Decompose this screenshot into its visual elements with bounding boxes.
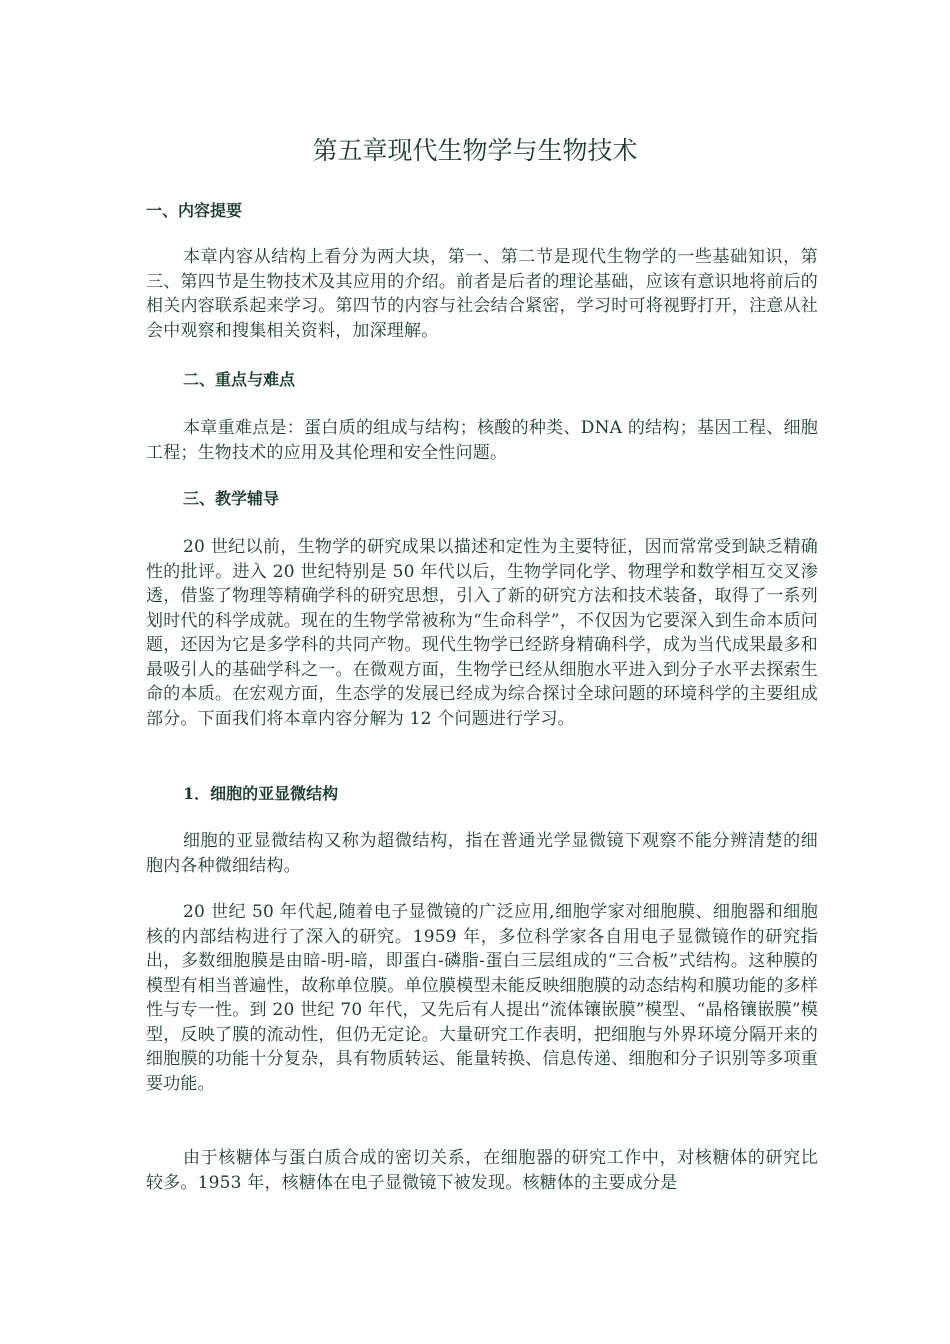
subsection-paragraph-2: 20 世纪 50 年代起,随着电子显微镜的广泛应用,细胞学家对细胞膜、细胞器和细胞核的内部结构进行了深入的研究。1959 年，多位科学家各自用电子显微镜作的研究指出，多数细胞膜是由暗-明-暗，即蛋白-磷脂-蛋白三层组成的“三合板”式结构。这种膜的模型有相当普遍性，故称单位膜。单位膜模型未能反映细胞膜的动态结构和膜功能的多样性与专一性。到 20 世纪 70 年代，又先后有人提出“流体镶嵌膜”模型、“晶格镶嵌膜”模型，反映了膜的流动性，但仍无定论。大量研究工作表明，把细胞与外界环境分隔开来的细胞膜的功能十分复杂，具有物质转运、能量转换、信息传递、细胞和分子识别等多项重要功能。 <box>146 902 818 1094</box>
section-paragraph-key-points: 本章重难点是：蛋白质的组成与结构；核酸的种类、DNA 的结构；基因工程、细胞工程；生物技术的应用及其伦理和安全性问题。 <box>146 418 818 463</box>
section-paragraph-teaching-guide: 20 世纪以前，生物学的研究成果以描述和定性为主要特征，因而常常受到缺乏精确性的批评。进入 20 世纪特别是 50 年代以后，生物学同化学、物理学和数学相互交叉渗透，借鉴了物理等精确学科的研究思想，引入了新的研究方法和技术装备，取得了一系列划时代的科学成就。现在的生物学常被称为“生命科学”，不仅因为它要深入到生命本质问题，还因为它是多学科的共同产物。现代生物学已经跻身精确科学，成为当代成果最多和最吸引人的基础学科之一。在微观方面，生物学已经从细胞水平进入到分子水平去探索生命的本质。在宏观方面，生态学的发展已经成为综合探讨全球问题的环境科学的主要组成部分。下面我们将本章内容分解为 12 个问题进行学习。 <box>146 537 818 729</box>
subsection-paragraph-3: 由于核糖体与蛋白质合成的密切关系，在细胞器的研究工作中，对核糖体的研究比较多。1953 年，核糖体在电子显微镜下被发现。核糖体的主要成分是 <box>146 1148 818 1193</box>
chapter-title: 第五章现代生物学与生物技术 <box>312 136 638 165</box>
section-paragraph-summary: 本章内容从结构上看分为两大块，第一、第二节是现代生物学的一些基础知识，第三、第四节是生物技术及其应用的介绍。前者是后者的理论基础，应该有意识地将前后的相关内容联系起来学习。第四节的内容与社会结合紧密，学习时可将视野打开，注意从社会中观察和搜集相关资料，加深理解。 <box>146 247 818 341</box>
section-heading-summary: 一、内容提要 <box>146 201 243 220</box>
section-heading-key-points: 二、重点与难点 <box>183 370 296 389</box>
subsection-heading-cell-ultrastructure: 1．细胞的亚显微结构 <box>183 784 339 803</box>
section-heading-teaching-guide: 三、教学辅导 <box>183 489 280 508</box>
subsection-paragraph-1: 细胞的亚显微结构又称为超微结构，指在普通光学显微镜下观察不能分辨清楚的细胞内各种微细结构。 <box>146 831 818 876</box>
